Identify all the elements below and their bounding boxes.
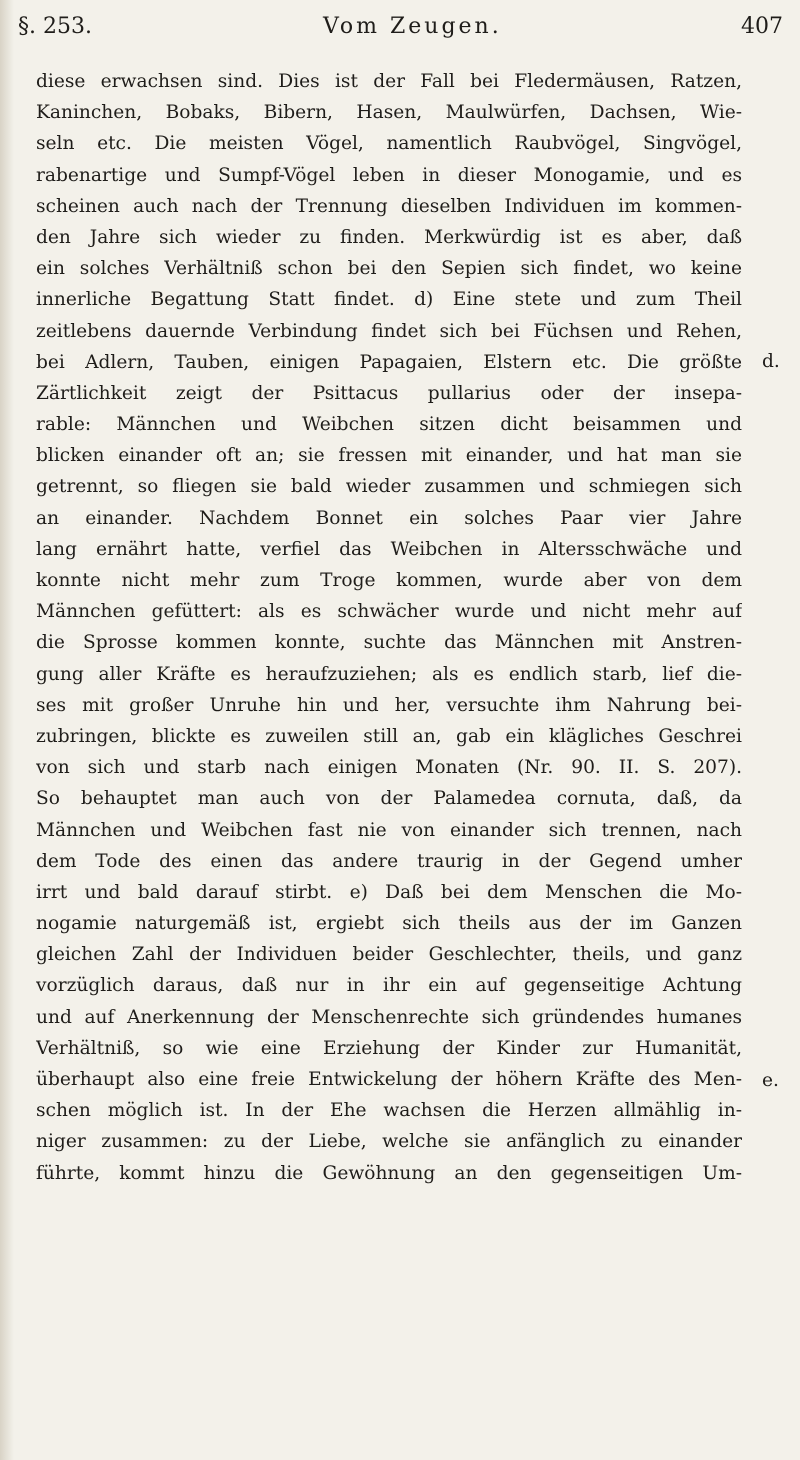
text-line: getrennt, so fliegen sie bald wieder zusammen und schmiegen sich — [36, 476, 742, 498]
running-title: Vom Zeugen. — [323, 14, 502, 39]
margin-mark-d: d. — [762, 351, 780, 372]
gutter-shadow — [0, 0, 14, 1460]
text-line: führte, kommt hinzu die Gewöhnung an den gegenseitigen Um- — [36, 1162, 742, 1184]
text-line: von sich und starb nach einigen Monaten (Nr. 90. II. S. 207). — [36, 757, 742, 779]
page-number: 407 — [741, 14, 783, 39]
text-line: Männchen gefüttert: als es schwächer wurde und nicht mehr auf — [36, 601, 742, 623]
text-line: irrt und bald darauf stirbt. e) Daß bei dem Menschen die Mo- — [36, 881, 742, 903]
running-header — [18, 14, 783, 52]
text-line: So behauptet man auch von der Palamedea cornuta, daß, da — [36, 788, 742, 810]
text-line: innerliche Begattung Statt findet. d) Eine stete und zum Theil — [36, 289, 742, 311]
text-line: ses mit großer Unruhe hin und her, versuchte ihm Nahrung bei- — [36, 694, 742, 716]
text-line: vorzüglich daraus, daß nur in ihr ein auf gegenseitige Achtung — [36, 975, 742, 997]
margin-mark-e: e. — [762, 1070, 779, 1091]
text-line: und auf Anerkennung der Menschenrechte sich gründendes humanes — [36, 1006, 742, 1028]
section-number: §. 253. — [18, 14, 92, 39]
text-line: überhaupt also eine freie Entwickelung der höhern Kräfte des Men- — [36, 1069, 742, 1090]
text-line: konnte nicht mehr zum Troge kommen, wurde aber von dem — [36, 570, 742, 591]
body-text — [36, 66, 742, 1189]
text-line: niger zusammen: zu der Liebe, welche sie anfänglich zu einander — [36, 1131, 742, 1153]
text-line: Verhältniß, so wie eine Erziehung der Kinder zur Humanität, — [36, 1037, 742, 1059]
text-line: nogamie naturgemäß ist, ergiebt sich theils aus der im Ganzen — [36, 913, 742, 935]
text-line: zubringen, blickte es zuweilen still an, gab ein klägliches Geschrei — [36, 725, 742, 747]
text-line: blicken einander oft an; sie fressen mit einander, und hat man sie — [36, 445, 742, 467]
text-line: bei Adlern, Tauben, einigen Papagaien, Elstern etc. Die größte — [36, 351, 742, 373]
text-line: scheinen auch nach der Trennung dieselben Individuen im kommen- — [36, 195, 742, 217]
text-line: rable: Männchen und Weibchen sitzen dicht beisammen und — [36, 414, 742, 436]
text-line: diese erwachsen sind. Dies ist der Fall bei Fledermäusen, Ratzen, — [36, 71, 742, 92]
text-line: dem Tode des einen das andere traurig in der Gegend umher — [36, 850, 742, 872]
text-line: Männchen und Weibchen fast nie von einander sich trennen, nach — [36, 819, 742, 841]
text-line: rabenartige und Sumpf-Vögel leben in dieser Monogamie, und es — [36, 164, 742, 186]
text-line: Kaninchen, Bobaks, Bibern, Hasen, Maulwürfen, Dachsen, Wie- — [36, 102, 742, 124]
text-line: den Jahre sich wieder zu finden. Merkwürdig ist es aber, daß — [36, 226, 742, 248]
text-line: schen möglich ist. In der Ehe wachsen die Herzen allmählig in- — [36, 1100, 742, 1122]
text-line: an einander. Nachdem Bonnet ein solches Paar vier Jahre — [36, 507, 742, 529]
text-line: gleichen Zahl der Individuen beider Geschlechter, theils, und ganz — [36, 944, 742, 966]
text-line: seln etc. Die meisten Vögel, namentlich Raubvögel, Singvögel, — [36, 133, 742, 155]
text-line: gung aller Kräfte es heraufzuziehen; als es endlich starb, lief die- — [36, 663, 742, 685]
text-line: ein solches Verhältniß schon bei den Sepien sich findet, wo keine — [36, 258, 742, 280]
text-line: die Sprosse kommen konnte, suchte das Männchen mit Anstren- — [36, 632, 742, 654]
text-line: lang ernährt hatte, verfiel das Weibchen in Altersschwäche und — [36, 538, 742, 560]
text-line: Zärtlichkeit zeigt der Psittacus pullarius oder der insepa- — [36, 382, 742, 404]
text-line: zeitlebens dauernde Verbindung findet sich bei Füchsen und Rehen, — [36, 320, 742, 342]
